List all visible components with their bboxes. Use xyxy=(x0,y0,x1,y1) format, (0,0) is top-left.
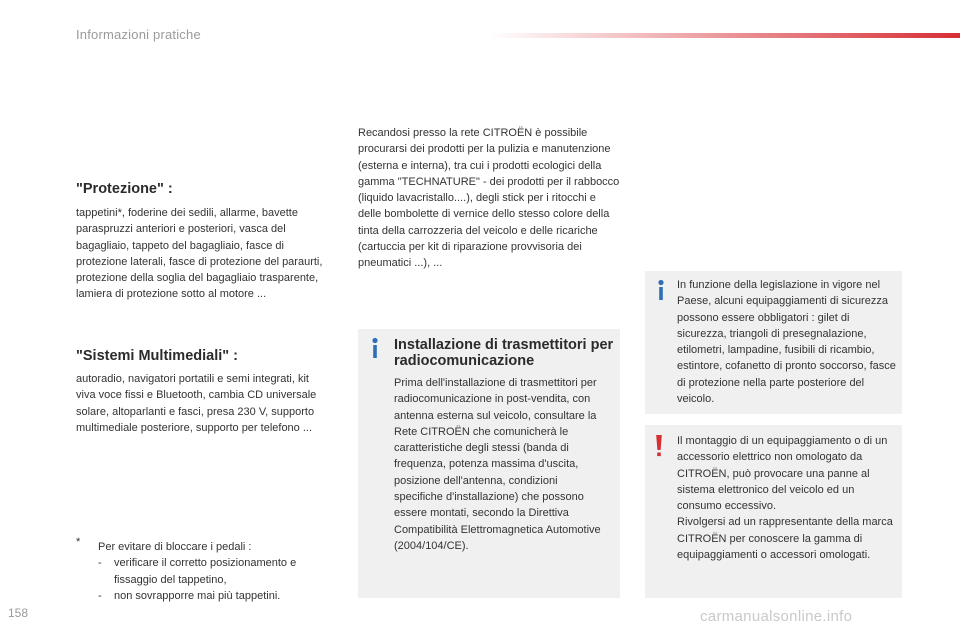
footnote-mark: * xyxy=(76,536,81,548)
footnote-list xyxy=(98,555,333,604)
footnote-dash: - xyxy=(98,589,102,602)
electrical-warning-box xyxy=(645,425,902,598)
info-icon xyxy=(368,337,382,359)
legislation-text: In funzione della legislazione in vigore nel Paese, alcuni equipaggiamenti di sicurezza possono essere obbligatori : gilet di sicurezza, triangoli di presegnalazione, etilometri, lampadine, fusibili di ricambio, estintore, cofanetto di pronto soccorso, fasce di protezione nella parte posteriore del veicolo. xyxy=(677,279,896,406)
protezione-text: tappetini*, foderine dei sedili, allarme, bavette paraspruzzi anteriori e posteriori, vasca del bagagliaio, tappeto del bagagliaio, fasce di protezione laterali, fasce di protezione del paraurti, protezione della soglia del bagagliaio trasparente, lamiera di protezione sotto al motore ... xyxy=(76,207,323,301)
header-accent-line xyxy=(490,33,960,38)
multimediali-text: autoradio, navigatori portatili e semi integrati, kit viva voce fissi e Bluetooth, cambia CD universale solare, altoparlanti e fasci, presa 230 V, supporto multimediale posteriore, supporto per telefono ... xyxy=(76,373,317,434)
page-number: 158 xyxy=(8,606,29,620)
exclamation-icon xyxy=(654,435,664,457)
electrical-warning-content xyxy=(677,433,899,563)
section-title: Informazioni pratiche xyxy=(76,27,201,42)
transmitters-title: Installazione di trasmettitori per radiocomunicazione xyxy=(394,337,614,369)
footnote-intro: Per evitare di bloccare i pedali : xyxy=(98,541,252,553)
footnote-item-text: verificare il corretto posizionamento e fissaggio del tappetino, xyxy=(114,557,297,586)
transmitters-box xyxy=(358,329,620,598)
legislation-info-box xyxy=(645,271,902,414)
info-icon xyxy=(654,279,668,301)
footnote-dash: - xyxy=(98,557,102,570)
footnote-item xyxy=(98,555,333,588)
watermark: carmanualsonline.info xyxy=(700,608,853,625)
footnote-item-text: non sovrapporre mai più tappetini. xyxy=(114,589,281,602)
electrical-warning-text: Il montaggio di un equipaggiamento o di un accessorio elettrico non omologato da CITROËN, può provocare una panne al sistema elettronico del veicolo ed un consumo eccessivo. xyxy=(677,435,888,513)
electrical-warning-text-2: Rivolgersi ad un rappresentante della marca CITROËN per conoscere la gamma di equipaggiamenti o accessori omologati. xyxy=(677,516,893,562)
protezione-heading: "Protezione" : xyxy=(76,181,173,197)
transmitters-text: Prima dell'installazione di trasmettitori per radiocomunicazione in post-vendita, con antenna esterna sul veicolo, consultare la Rete CITROËN che comunicherà le caratteristiche degli stessi (banda di frequenza, potenza massima d'uscita, posizione dell'antenna, condizioni specifiche d'installazione) che possono essere montati, secondo la Direttiva Compatibilità Elettromagnetica Automotive (2004/104/CE). xyxy=(394,377,601,552)
footnote xyxy=(98,539,333,604)
footnote-item xyxy=(98,588,333,604)
products-intro-text: Recandosi presso la rete CITROËN è possibile procurarsi dei prodotti per la pulizia e manutenzione (esterna e interna), tra cui i prodotti ecologici della gamma "TECHNATURE" - dei prodotti per il rabbocco (liquido lavacristallo....), degli stick per i ritocchi e delle bombolette di vernice dello stesso colore della tinta della carrozzeria del veicolo e delle ricariche (cartuccia per kit di riparazione provvisoria dei pneumatici ...), ... xyxy=(358,127,620,270)
multimediali-heading: "Sistemi Multimediali" : xyxy=(76,348,238,364)
